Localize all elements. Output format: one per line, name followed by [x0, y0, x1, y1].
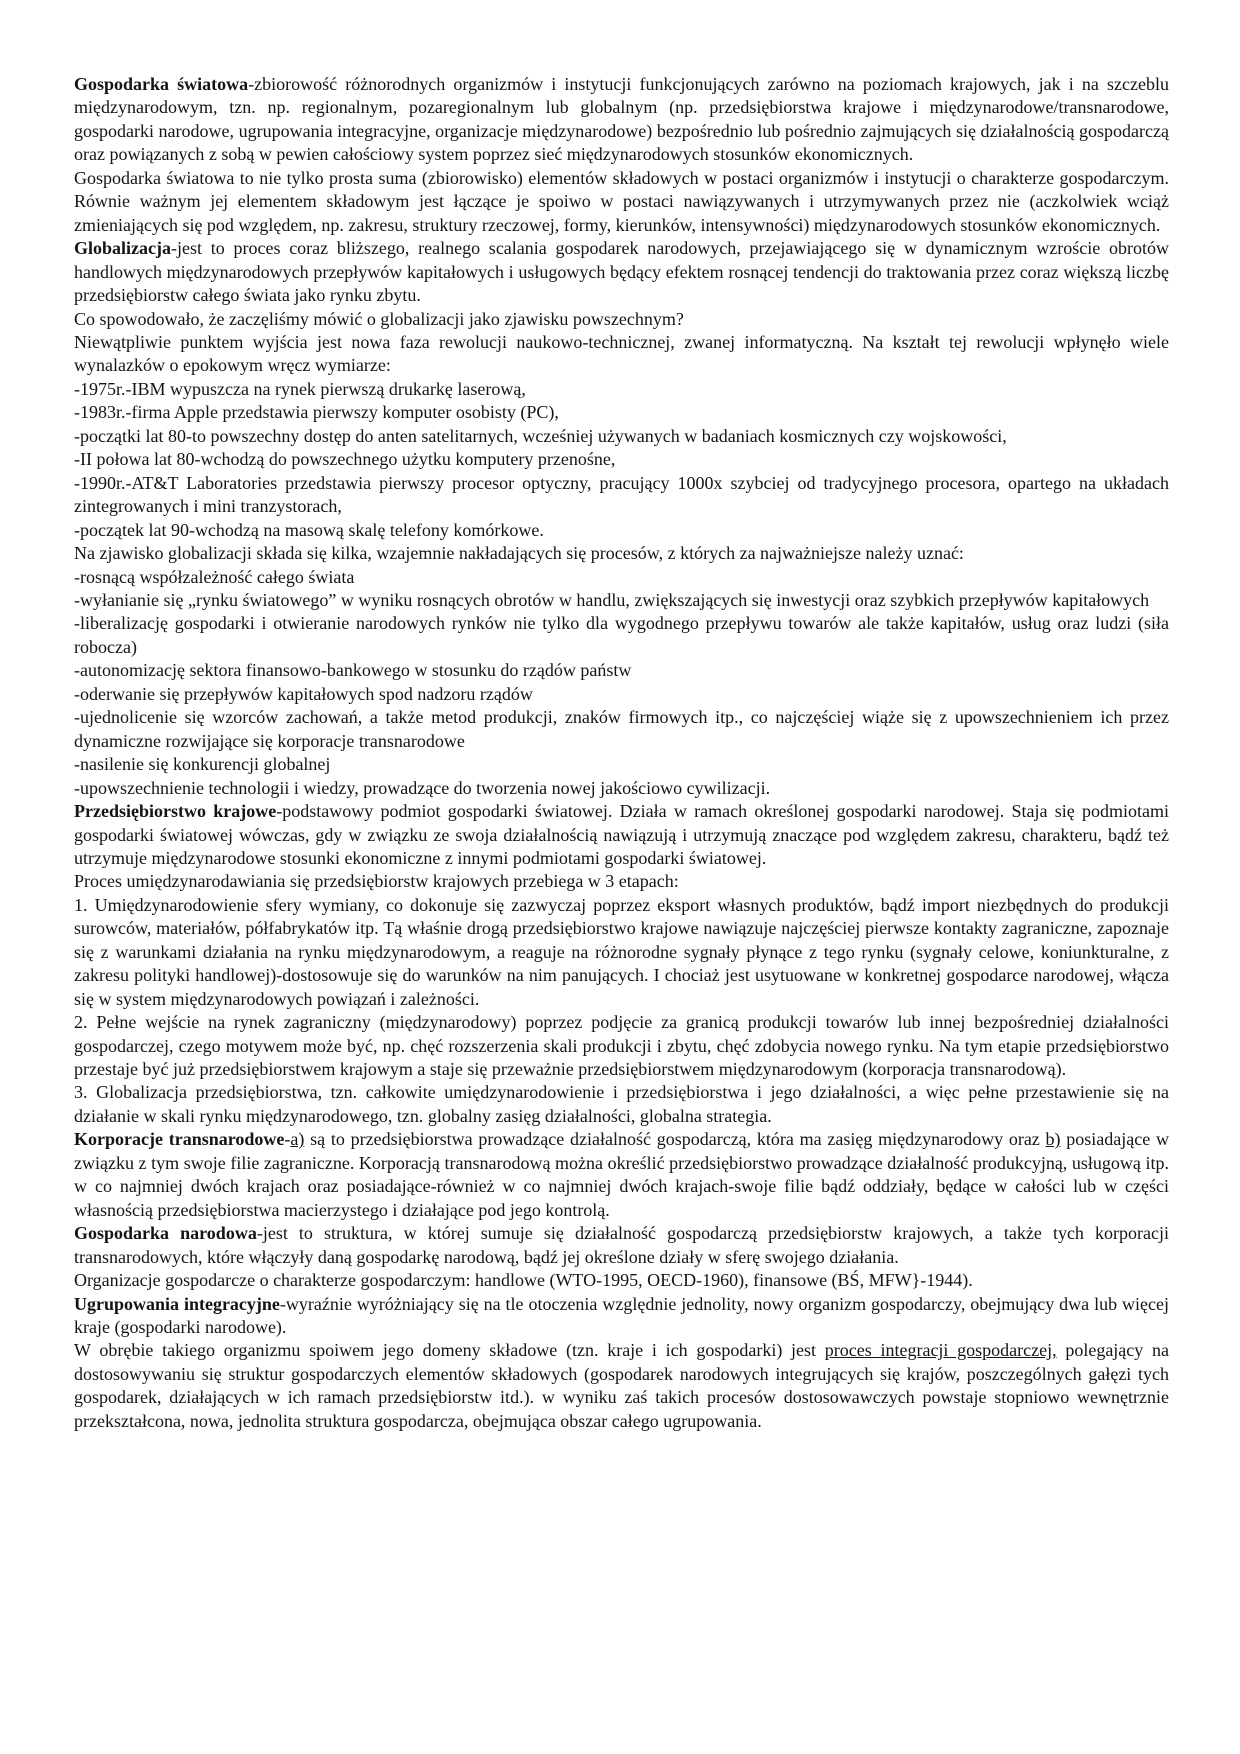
paragraph: Proces umiędzynarodawiania się przedsiębiorstw krajowych przebiega w 3 etapach:	[74, 871, 679, 892]
list-item: -autonomizację sektora finansowo-bankowego w stosunku do rządów państw	[74, 660, 632, 681]
underlined-phrase: proces integracji gospodarczej,	[824, 1340, 1057, 1361]
paragraph-question: Co spowodowało, że zaczęliśmy mówić o globalizacji jako zjawisku powszechnym?	[74, 308, 684, 329]
list-item: -początki lat 80-to powszechny dostęp do anten satelitarnych, wcześniej używanych w badaniach kosmicznych czy wojskowości,	[74, 425, 1007, 446]
numbered-item: 3. Globalizacja przedsiębiorstwa, tzn. całkowite umiędzynarodowienie i przedsiębiorstwa i jego działalności, a więc pełne przestawienie się na działanie w skali rynku międzynarodowego, tzn. globalny zasięg działalności, globalna strategia.	[74, 1082, 1169, 1126]
paragraph-text: W obrębie takiego organizmu spoiwem jego domeny składowe (tzn. kraje i ich gospodarki) jest	[74, 1340, 825, 1361]
paragraph-ugrupowania-integracyjne	[74, 1293, 1169, 1340]
definition-dash: -	[284, 1129, 291, 1150]
term-globalizacja: Globalizacja	[74, 238, 171, 259]
paragraph-gospodarka-narodowa	[74, 1222, 1169, 1269]
list-item: -rosnącą współzależność całego świata	[74, 566, 355, 587]
paragraph-text: polegający na dostosowywaniu się struktur gospodarczych elementów składowych (gospodarek narodowych integrujących się krajów, poszczególnych gałęzi tych gospodarek, działających w ich ramach przedsiębiorstw itd.). w wyniku zaś takich procesów dostosowawczych powstaje stopniowo wewnętrznie przekształcona, nowa, jednolita struktura gospodarcza, obejmująca obszar całego ugrupowania.	[74, 1340, 1170, 1431]
paragraph: Na zjawisko globalizacji składa się kilka, wzajemnie nakładających się procesów, z których za najważniejsze należy uznać:	[74, 543, 964, 564]
marker-a: a)	[290, 1129, 305, 1150]
definition-text: -wyraźnie wyróżniający się na tle otoczenia względnie jednolity, nowy organizm gospodarczy, obejmujący dwa lub więcej kraje (gospodarki narodowe).	[74, 1293, 1169, 1338]
paragraph: Gospodarka światowa to nie tylko prosta suma (zbiorowisko) elementów składowych w postaci organizmów i instytucji o charakterze gospodarczym. Równie ważnym jej elementem składowym jest łączące je spoiwo w postaci nawiązywanych i utrzymywanych przez nie (aczkolwiek wciąż zmieniających się pod względem, np. zakresu, struktury rzeczowej, formy, kierunków, intensywności) międzynarodowych stosunków ekonomicznych.	[74, 167, 1169, 235]
paragraph-przedsiebiorstwo-krajowe	[74, 800, 1169, 870]
definition-text: -zbiorowość różnorodnych organizmów i instytucji funkcjonujących zarówno na poziomach krajowych, jak i na szczeblu międzynarodowym, tzn. np. regionalnym, pozaregionalnym lub globalnym (np. przedsiębiorstwa krajowe i międzynarodowe/transnarodowe, gospodarki narodowe, ugrupowania integracyjne, organizacje międzynarodowe) bezpośrednio lub pośrednio zajmujących się działalnością gospodarczą oraz powiązanych z sobą w pewien całościowy system poprzez sieć międzynarodowych stosunków ekonomicznych.	[74, 74, 1170, 165]
paragraph-korporacje-transnarodowe	[74, 1128, 1169, 1222]
term-ugrupowania-integracyjne: Ugrupowania integracyjne	[74, 1293, 280, 1314]
list-item: -wyłanianie się „rynku światowego” w wyniku rosnących obrotów w handlu, zwiększających się inwestycji oraz szybkich przepływów kapitałowych	[74, 589, 1150, 610]
marker-b: b)	[1045, 1129, 1061, 1150]
list-item: -oderwanie się przepływów kapitałowych spod nadzoru rządów	[74, 683, 533, 704]
paragraph-gospodarka-swiatowa	[74, 73, 1169, 167]
paragraph: Niewątpliwie punktem wyjścia jest nowa faza rewolucji naukowo-technicznej, zwanej informatyczną. Na kształt tej rewolucji wpłynęło wiele wynalazków o epokowym wręcz wymiarze:	[74, 331, 1169, 376]
list-item: -1975r.-IBM wypuszcza na rynek pierwszą drukarkę laserową,	[74, 378, 526, 399]
numbered-item: 2. Pełne wejście na rynek zagraniczny (międzynarodowy) poprzez podjęcie za granicą produkcji towarów lub innej bezpośredniej działalności gospodarczej, czego motywem może być, np. chęć rozszerzenia skali produkcji i zbytu, chęć zdobycia nowego rynku. Na tym etapie przedsiębiorstwo przestaje być już przedsiębiorstwem krajowym a staje się przeważnie przedsiębiorstwem międzynarodowym (korporacja transnarodową).	[74, 1012, 1169, 1080]
list-item: -1983r.-firma Apple przedstawia pierwszy komputer osobisty (PC),	[74, 402, 559, 423]
document-body	[74, 73, 1169, 1433]
term-korporacje-transnarodowe: Korporacje transnarodowe	[74, 1129, 285, 1150]
list-item: -II połowa lat 80-wchodzą do powszechnego użytku komputery przenośne,	[74, 449, 616, 470]
list-item: -nasilenie się konkurencji globalnej	[74, 754, 331, 775]
paragraph: Organizacje gospodarcze o charakterze gospodarczym: handlowe (WTO-1995, OECD-1960), finansowe (BŚ, MFW}-1944).	[74, 1270, 973, 1291]
term-przedsiebiorstwo-krajowe: Przedsiębiorstwo krajowe	[74, 801, 277, 822]
paragraph-integracja	[74, 1339, 1169, 1433]
definition-text: -jest to struktura, w której sumuje się działalność gospodarczą przedsiębiorstw krajowych, a także tych korporacji transnarodowych, które włączyły daną gospodarkę narodową, bądź jej określone działy w sferę swojego działania.	[74, 1223, 1170, 1267]
list-item: -początek lat 90-wchodzą na masową skalę telefony komórkowe.	[74, 519, 544, 540]
numbered-item: 1. Umiędzynarodowienie sfery wymiany, co dokonuje się zazwyczaj poprzez eksport własnych produktów, bądź import niezbędnych do produkcji surowców, materiałów, półfabrykatów itp. Tą właśnie drogą przedsiębiorstwo krajowe nawiązuje najczęściej pierwsze kontakty zagraniczne, zapoznaje się z warunkami działania na rynku międzynarodowym, a reaguje na różnorodne sygnały płynące z tego rynku (sygnały celowe, koniunkturalne, z zakresu polityki handlowej)-dostosowuje się do warunków na nim panujących. I chociaż jest usytuowane w konkretnej gospodarce narodowej, włącza się w system międzynarodowych powiązań i zależności.	[74, 894, 1169, 1009]
list-item: -liberalizację gospodarki i otwieranie narodowych rynków nie tylko dla wygodnego przepływu towarów ale także kapitałów, usług oraz ludzi (siła robocza)	[74, 613, 1169, 657]
term-gospodarka-narodowa: Gospodarka narodowa	[74, 1223, 257, 1244]
definition-text: posiadające w związku z tym swoje filie zagraniczne. Korporacją transnarodową można określić przedsiębiorstwo prowadzące działalność produkcyjną, usługową itp. w co najmniej dwóch krajach oraz posiadające-również w co najmniej dwóch krajach-swoje filie bądź oddziały, będące w całości lub w części własnością przedsiębiorstwa macierzystego i działające pod jego kontrolą.	[74, 1129, 1169, 1220]
paragraph-globalizacja	[74, 237, 1169, 307]
list-item: -upowszechnienie technologii i wiedzy, prowadzące do tworzenia nowej jakościowo cywilizacji.	[74, 777, 771, 798]
term-gospodarka-swiatowa: Gospodarka światowa	[74, 74, 249, 94]
list-item: -1990r.-AT&T Laboratories przedstawia pierwszy procesor optyczny, pracujący 1000x szybciej od tradycyjnego procesora, opartego na układach zintegrowanych i mini tranzystorach,	[74, 472, 1169, 517]
definition-text: -podstawowy podmiot gospodarki światowej. Działa w ramach określonej gospodarki narodowej. Staja się podmiotami gospodarki światowej wówczas, gdy w związku ze swoja działalnością nawiązują i utrzymują znaczące pod względem zakresu, charakteru, bądź też utrzymuje międzynarodowe stosunki ekonomiczne z innymi podmiotami gospodarki światowej.	[74, 801, 1169, 868]
definition-text: są to przedsiębiorstwa prowadzące działalność gospodarczą, która ma zasięg międzynarodowy oraz	[304, 1129, 1046, 1150]
list-item: -ujednolicenie się wzorców zachowań, a także metod produkcji, znaków firmowych itp., co najczęściej wiąże się z upowszechnieniem ich przez dynamiczne rozwijające się korporacje transnarodowe	[74, 707, 1169, 751]
definition-text: -jest to proces coraz bliższego, realnego scalania gospodarek narodowych, przejawiającego się w dynamicznym wzroście obrotów handlowych międzynarodowych przepływów kapitałowych i usługowych będący efektem rosnącej tendencji do traktowania przez coraz większą liczbę przedsiębiorstw całego świata jako rynku zbytu.	[74, 238, 1169, 306]
